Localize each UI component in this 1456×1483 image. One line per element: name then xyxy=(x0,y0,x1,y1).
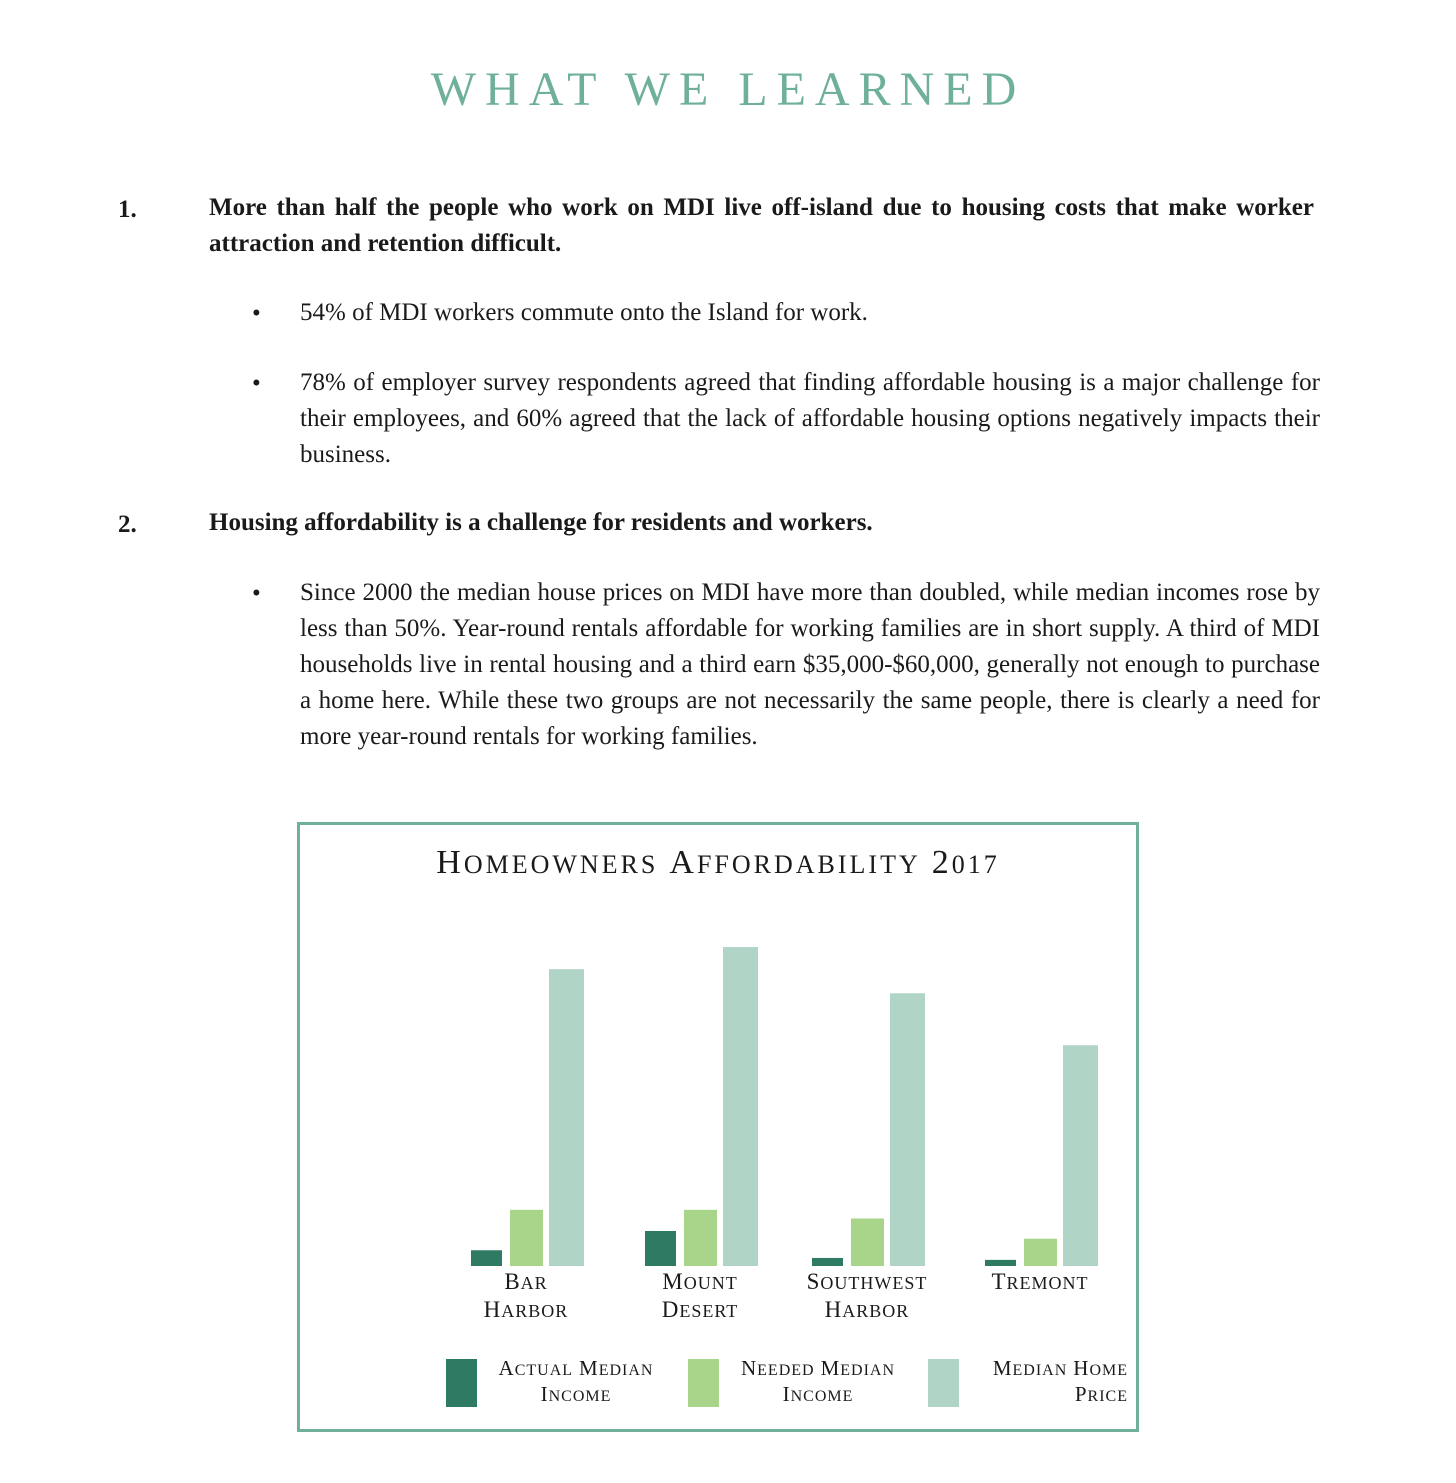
section-2-number: 2. xyxy=(118,511,137,538)
legend-label: MEDIAN HOME xyxy=(992,1356,1128,1380)
bar-0-1 xyxy=(510,1210,543,1266)
category-label: SOUTHWEST xyxy=(806,1269,928,1294)
bar-2-0 xyxy=(812,1258,843,1266)
bar-3-2 xyxy=(1063,1045,1098,1266)
legend-label: NEEDED MEDIAN xyxy=(740,1356,896,1380)
category-label: HARBOR xyxy=(824,1297,910,1322)
legend-swatch xyxy=(928,1359,959,1407)
legend-label: ACTUAL MEDIAN xyxy=(498,1356,654,1380)
section-2-bullet-1: Since 2000 the median house prices on MDI have more than doubled, while median incomes rose by less than 50%. Year-round rentals affordable for working families are in short supply. A third of MDI households live in rental housing and a third earn $35,000-$60,000, generally not enough to purchase a home here. While these two groups are not necessarily the same people, there is clearly a need for more year-round rentals for working families. xyxy=(300,579,1320,750)
bar-3-1 xyxy=(1024,1239,1057,1266)
category-label: HARBOR xyxy=(483,1297,569,1322)
bullet-icon: • xyxy=(252,370,261,397)
chart-title: HOMEOWNERS AFFORDABILITY 2017 xyxy=(436,844,1000,881)
category-label: DESERT xyxy=(661,1297,739,1322)
bar-3-0 xyxy=(985,1260,1016,1266)
legend-label: PRICE xyxy=(1074,1382,1128,1406)
legend-swatch xyxy=(446,1359,477,1407)
legend-swatch xyxy=(688,1359,719,1407)
section-1-number: 1. xyxy=(118,196,137,223)
affordability-chart xyxy=(297,822,1139,1432)
bar-2-1 xyxy=(851,1218,884,1266)
section-2-heading: Housing affordability is a challenge for residents and workers. xyxy=(209,509,873,536)
bar-2-2 xyxy=(890,993,925,1266)
bullet-icon: • xyxy=(252,580,261,607)
legend-label: INCOME xyxy=(782,1382,854,1406)
bar-1-0 xyxy=(645,1231,676,1266)
chart-svg xyxy=(300,825,1136,1429)
category-label: BAR xyxy=(504,1269,548,1294)
category-label: MOUNT xyxy=(662,1269,738,1294)
bar-0-2 xyxy=(549,969,584,1266)
section-1-bullet-1: 54% of MDI workers commute onto the Island for work. xyxy=(300,299,868,326)
bullet-icon: • xyxy=(252,300,261,327)
legend-label: INCOME xyxy=(540,1382,612,1406)
bar-0-0 xyxy=(471,1250,502,1266)
section-1-heading: More than half the people who work on MDI live off-island due to housing costs that make worker attraction and retention difficult. xyxy=(209,194,1314,257)
category-label: TREMONT xyxy=(991,1269,1089,1294)
page-title: WHAT WE LEARNED xyxy=(430,63,1026,116)
bar-1-2 xyxy=(723,947,758,1266)
bar-1-1 xyxy=(684,1210,717,1266)
section-1-bullet-2: 78% of employer survey respondents agreed that finding affordable housing is a major challenge for their employees, and 60% agreed that the lack of affordable housing options negatively impacts their business. xyxy=(300,369,1320,468)
